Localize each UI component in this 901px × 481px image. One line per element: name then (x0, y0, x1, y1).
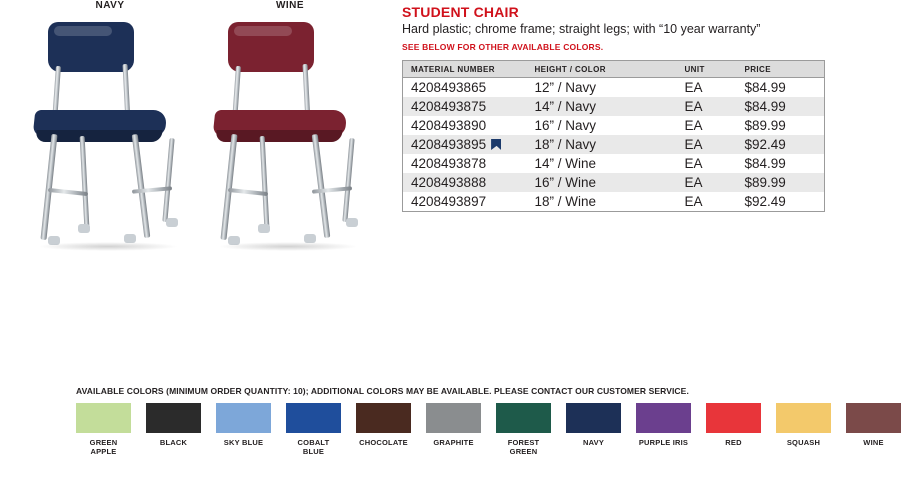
column-header-price: PRICE (737, 61, 825, 78)
product-description: Hard plastic; chrome frame; straight legs; with “10 year warranty” (402, 22, 761, 36)
color-swatch[interactable] (76, 403, 131, 433)
cell-height-color: 16” / Navy (534, 118, 597, 133)
cell-price: $84.99 (737, 97, 825, 116)
available-colors-section (76, 386, 884, 457)
color-swatch[interactable] (146, 403, 201, 433)
color-swatch-label: NAVY (582, 438, 605, 447)
color-swatch-item[interactable] (216, 403, 271, 457)
color-swatch-item[interactable] (566, 403, 621, 457)
color-swatch-label: WINE (863, 438, 884, 447)
color-swatch-label: GRAPHITE (433, 438, 474, 447)
color-swatch[interactable] (566, 403, 621, 433)
chair-backrest (48, 22, 134, 72)
color-swatch[interactable] (426, 403, 481, 433)
cell-unit: EA (684, 80, 703, 95)
color-swatch-item[interactable] (286, 403, 341, 457)
page-title: STUDENT CHAIR (402, 4, 519, 20)
column-header-height-color: HEIGHT / COLOR (527, 61, 677, 78)
chair-backrest (228, 22, 314, 72)
photo-label-wine: WINE (275, 0, 305, 11)
color-swatch-label: BLACK (159, 438, 188, 447)
cell-price: $84.99 (744, 80, 786, 95)
color-swatch[interactable] (286, 403, 341, 433)
product-photo-wine (200, 0, 380, 255)
color-swatch[interactable] (846, 403, 901, 433)
color-swatch-label: RED (725, 438, 742, 447)
cell-unit: EA (684, 118, 703, 133)
cell-unit: EA (684, 156, 703, 171)
cell-height-color: 18” / Navy (527, 135, 677, 154)
cell-material-number: 4208493875 (403, 97, 527, 116)
cell-unit: EA (677, 97, 737, 116)
cell-height-color: 12” / Navy (534, 80, 597, 95)
color-swatch-item[interactable] (776, 403, 831, 457)
color-swatch-item[interactable] (146, 403, 201, 457)
color-swatch-item[interactable] (76, 403, 131, 457)
cell-price: $92.49 (744, 194, 786, 209)
cell-material-number: 4208493895 (403, 135, 527, 154)
color-swatch-item[interactable] (846, 403, 901, 457)
cell-price: $84.99 (744, 156, 786, 171)
cell-height-color: 16” / Wine (527, 173, 677, 192)
bookmark-flag-icon (491, 139, 501, 150)
table-row[interactable] (403, 192, 825, 212)
cell-height-color: 14” / Wine (534, 156, 597, 171)
cell-material-number: 4208493888 (403, 173, 527, 192)
color-swatch[interactable] (636, 403, 691, 433)
table-row[interactable] (403, 173, 825, 192)
table-row[interactable] (403, 154, 825, 173)
color-swatch-label: CHOCOLATE (359, 438, 408, 447)
color-swatch-item[interactable] (496, 403, 551, 457)
chair-illustration-wine (200, 14, 380, 252)
cell-unit: EA (684, 194, 703, 209)
color-swatch-item[interactable] (356, 403, 411, 457)
color-swatch-item[interactable] (636, 403, 691, 457)
cell-material-number: 4208493865 (411, 80, 487, 95)
photo-label-navy: NAVY (95, 0, 125, 11)
cell-height-color: 14” / Navy (527, 97, 677, 116)
product-photos (0, 0, 392, 260)
color-swatch[interactable] (216, 403, 271, 433)
color-swatch-row (76, 403, 884, 457)
table-row[interactable] (403, 78, 825, 98)
color-swatch-item[interactable] (706, 403, 761, 457)
cell-material-number: 4208493897 (411, 194, 487, 209)
cell-price: $89.99 (744, 118, 786, 133)
color-swatch[interactable] (706, 403, 761, 433)
cell-price: $92.49 (737, 135, 825, 154)
sku-table-body (403, 78, 825, 212)
available-colors-heading: AVAILABLE COLORS (MINIMUM ORDER QUANTITY: 10); ADDITIONAL COLORS MAY BE AVAILABLE. PLEASE CONTACT OUR CUSTOMER SERVICE. (76, 386, 689, 396)
product-photo-navy (20, 0, 200, 255)
color-swatch[interactable] (776, 403, 831, 433)
cell-material-number: 4208493878 (411, 156, 487, 171)
cell-unit: EA (677, 135, 737, 154)
table-header-row (403, 61, 825, 78)
product-info (402, 4, 834, 212)
color-swatch-label: SKY BLUE (223, 438, 264, 447)
sku-table (402, 60, 825, 212)
color-swatch-label: FOREST GREEN (507, 438, 540, 457)
color-swatch-label: COBALT BLUE (297, 438, 330, 457)
chair-illustration-navy (20, 14, 200, 252)
table-row[interactable] (403, 116, 825, 135)
table-row[interactable] (403, 97, 825, 116)
color-swatch[interactable] (496, 403, 551, 433)
color-swatch-label: GREEN APPLE (89, 438, 118, 457)
see-below-note: SEE BELOW FOR OTHER AVAILABLE COLORS. (402, 42, 604, 52)
column-header-unit: UNIT (677, 61, 737, 78)
color-swatch-label: PURPLE IRIS (638, 438, 689, 447)
column-header-material: MATERIAL NUMBER (403, 61, 527, 78)
color-swatch-label: SQUASH (786, 438, 821, 447)
cell-price: $89.99 (737, 173, 825, 192)
color-swatch-item[interactable] (426, 403, 481, 457)
table-row[interactable] (403, 135, 825, 154)
cell-unit: EA (677, 173, 737, 192)
color-swatch[interactable] (356, 403, 411, 433)
cell-height-color: 18” / Wine (534, 194, 597, 209)
cell-material-number: 4208493890 (411, 118, 487, 133)
